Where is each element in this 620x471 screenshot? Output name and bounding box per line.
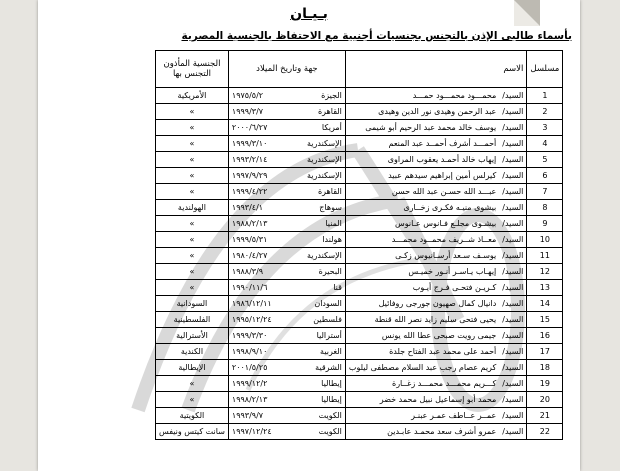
row-birth-place: إيطاليا [321,395,342,404]
row-birth-place: الإسكندرية [307,155,342,164]
row-name-cell [345,216,526,232]
row-nationality: سانت كيتس ونيفس [156,424,229,440]
row-title: السيد/ [502,91,524,100]
row-birth-cell [228,360,345,376]
row-name-cell [345,88,526,104]
row-birth-date: ١٩٩٥/١٢/٢٤ [231,315,272,324]
row-name: دانيال كمال صهيون جورجى روفائيل [378,299,497,308]
row-serial: 15 [527,312,563,328]
row-nationality: الكندية [156,344,229,360]
row-serial: 13 [527,280,563,296]
row-birth-cell [228,264,345,280]
row-birth-place: الإسكندرية [307,171,342,180]
row-name: أحمـــد أشرف أحمــد عبد المنعم [388,139,497,148]
row-name: يحيى فتحى سليم زايد نصر الله قنطة [374,315,497,324]
row-birth-date: ١٩٩٩/٣/٧ [231,107,264,116]
row-birth-date: ١٩٩٧/٩/٢٩ [231,171,268,180]
row-title: السيد/ [502,395,524,404]
row-name-cell [345,296,526,312]
row-title: السيد/ [502,219,524,228]
row-serial: 4 [527,136,563,152]
row-name: جيمى رويت صبحى عطا الله يونس [381,331,497,340]
table-row [156,328,563,344]
row-birth-cell [228,120,345,136]
row-name-cell [345,280,526,296]
row-serial: 21 [527,408,563,424]
row-name-cell [345,312,526,328]
row-nationality: » [156,120,229,136]
table-row [156,248,563,264]
row-nationality: » [156,232,229,248]
row-birth-cell [228,424,345,440]
row-birth-place: الغربية [320,347,342,356]
row-name: كـــريم محمـــد محمـــد زغــارة [392,379,497,388]
table-row [156,392,563,408]
row-name-cell [345,168,526,184]
row-serial: 5 [527,152,563,168]
row-birth-cell [228,104,345,120]
row-nationality: » [156,152,229,168]
row-birth-place: الجيزة [321,91,342,100]
row-birth-place: هولندا [322,235,342,244]
row-title: السيد/ [502,299,524,308]
table-row [156,376,563,392]
row-birth-place: أستراليا [316,331,342,340]
row-name: عمرو أشرف سعد محمـد عابـدين [387,427,497,436]
row-nationality: السودانية [156,296,229,312]
row-title: السيد/ [502,427,524,436]
table-row [156,280,563,296]
row-name: عبـــد الله حسـن عبد الله حسن [391,187,497,196]
row-birth-date: ٢٠٠٠/٦/٢٧ [231,123,268,132]
row-birth-cell [228,408,345,424]
row-title: السيد/ [502,187,524,196]
table-row [156,408,563,424]
row-nationality: » [156,264,229,280]
row-name-cell [345,200,526,216]
row-serial: 17 [527,344,563,360]
row-birth-cell [228,168,345,184]
table-row [156,88,563,104]
document-subtitle: بأسماء طالبى الإذن بالتجنس بجنسيات أجنبية مع الاحتفاظ بالجنسية المصرية [181,30,572,42]
row-name-cell [345,424,526,440]
row-nationality: » [156,248,229,264]
row-name-cell [345,344,526,360]
row-name-cell [345,184,526,200]
row-serial: 14 [527,296,563,312]
row-name: كـريـن فتحـى فـرج أيـوب [412,283,497,292]
row-name-cell [345,120,526,136]
row-name-cell [345,264,526,280]
row-title: السيد/ [502,235,524,244]
row-name: بيشوى منيـه فكـرى زخــارى [403,203,497,212]
row-birth-cell [228,376,345,392]
row-birth-cell [228,200,345,216]
row-birth-place: الإسكندرية [307,139,342,148]
row-name-cell [345,328,526,344]
row-serial: 19 [527,376,563,392]
row-name: أحمد على محمد عبد الفتاح جلدة [389,347,497,356]
page-corner-fold [514,0,540,26]
row-nationality: » [156,216,229,232]
row-title: السيد/ [502,171,524,180]
row-serial: 6 [527,168,563,184]
row-birth-date: ١٩٨٨/٣/٩ [231,267,264,276]
row-name-cell [345,408,526,424]
row-nationality: » [156,168,229,184]
viewer-background-left [0,0,38,471]
row-name: إيهاب خالد أحمـد يعقوب المراوى [387,155,497,164]
row-birth-cell [228,248,345,264]
row-serial: 11 [527,248,563,264]
row-name: إيهـاب يـاسـر أنـور خميـس [408,267,497,276]
row-birth-place: السودان [314,299,342,308]
row-nationality: الإيطالية [156,360,229,376]
row-birth-place: إيطاليا [321,379,342,388]
row-title: السيد/ [502,331,524,340]
row-birth-place: الكويت [318,427,342,436]
row-nationality: » [156,280,229,296]
row-nationality: » [156,136,229,152]
row-serial: 9 [527,216,563,232]
row-birth-date: ١٩٩٠/١١/٦ [231,283,268,292]
table-row [156,360,563,376]
table-row [156,120,563,136]
row-birth-place: المنيا [325,219,342,228]
row-name: يوسف خالد محمد عبد الرحيم أبو شيمى [365,123,497,132]
row-birth-place: أمريكا [321,123,342,132]
row-birth-place: سوهاج [319,203,342,212]
row-title: السيد/ [502,315,524,324]
row-serial: 8 [527,200,563,216]
row-serial: 2 [527,104,563,120]
row-serial: 3 [527,120,563,136]
row-nationality: » [156,104,229,120]
row-birth-cell [228,312,345,328]
row-serial: 20 [527,392,563,408]
row-serial: 1 [527,88,563,104]
row-birth-place: قنا [333,283,342,292]
row-birth-place: الشرقية [315,363,342,372]
row-birth-cell [228,136,345,152]
row-birth-date: ١٩٩٣/٩/٧ [231,411,264,420]
table-row [156,296,563,312]
row-title: السيد/ [502,267,524,276]
row-birth-date: ١٩٩٣/٢/١٤ [231,155,268,164]
row-title: السيد/ [502,203,524,212]
row-title: السيد/ [502,411,524,420]
row-birth-cell [228,152,345,168]
row-name: عبد الرحمن وهيدى نور الدين وهيدى [378,107,497,116]
row-birth-date: ٢٠٠١/٥/٢٥ [231,363,268,372]
row-serial: 12 [527,264,563,280]
table-row [156,216,563,232]
table-row [156,168,563,184]
document-title: بـيـان [290,6,328,22]
row-birth-cell [228,216,345,232]
row-name: محمد أبو إسماعيل نبيل محمد خضر [379,395,497,404]
row-birth-place: فلسطين [313,315,342,324]
row-birth-date: ١٩٨٦/١٢/١١ [231,299,272,308]
row-title: السيد/ [502,123,524,132]
row-name-cell [345,232,526,248]
row-name: عمــر عــاطف عمـر عبنـر [411,411,497,420]
table-row [156,136,563,152]
table-row [156,344,563,360]
header-name: الاسم [345,51,526,88]
row-title: السيد/ [502,107,524,116]
row-serial: 18 [527,360,563,376]
row-nationality: » [156,392,229,408]
row-name: كيرلس أمين إبراهيم سيدهم عبيد [388,171,497,180]
table-row [156,264,563,280]
row-nationality: » [156,184,229,200]
row-name: معــاذ شــريف محمــود محمـــد [391,235,497,244]
row-title: السيد/ [502,363,524,372]
row-birth-place: البحيرة [318,267,342,276]
row-name: كريم عصام رجب عبد السلام مصطفى ليلوب [348,363,497,372]
row-serial: 7 [527,184,563,200]
row-name-cell [345,248,526,264]
row-name-cell [345,392,526,408]
table-row [156,104,563,120]
row-title: السيد/ [502,155,524,164]
row-birth-cell [228,344,345,360]
header-birth: جهة وتاريخ الميلاد [228,51,345,88]
row-birth-date: ١٩٩٨/٢/١٣ [231,395,268,404]
row-title: السيد/ [502,283,524,292]
table-row [156,424,563,440]
row-birth-cell [228,392,345,408]
table-row [156,152,563,168]
row-birth-cell [228,88,345,104]
table-row [156,184,563,200]
row-birth-cell [228,184,345,200]
row-title: السيد/ [502,347,524,356]
row-birth-date: ١٩٩٩/٣/٣٠ [231,331,268,340]
row-name-cell [345,360,526,376]
row-birth-date: ١٩٩٣/٤/١ [231,203,264,212]
naturalization-table [155,50,563,440]
row-birth-date: ١٩٧٥/٥/٢ [231,91,264,100]
row-name-cell [345,104,526,120]
table-row [156,312,563,328]
row-name-cell [345,152,526,168]
row-serial: 22 [527,424,563,440]
row-serial: 16 [527,328,563,344]
row-title: السيد/ [502,251,524,260]
table-header-row [156,51,563,88]
row-birth-cell [228,280,345,296]
row-nationality: الهولندية [156,200,229,216]
row-nationality: الأسترالية [156,328,229,344]
table-row [156,232,563,248]
row-birth-date: ١٩٩٩/٣/١٠ [231,139,268,148]
row-birth-date: ١٩٩٩/١٢/٢ [231,379,268,388]
row-name-cell [345,376,526,392]
row-title: السيد/ [502,379,524,388]
row-title: السيد/ [502,139,524,148]
row-nationality: الأمريكية [156,88,229,104]
viewer-background-right [580,0,620,471]
row-name-cell [345,136,526,152]
row-birth-date: ١٩٩٨/٩/١٠ [231,347,268,356]
row-name: بيشـوى مجلـع فـانوس عـانوس [395,219,497,228]
row-name: محمـــود محمـــود حمـــد [412,91,497,100]
table-row [156,200,563,216]
header-nationality: الجنسية المأذون التجنس بها [156,51,229,88]
row-birth-place: الإسكندرية [307,251,342,260]
row-birth-cell [228,232,345,248]
row-birth-cell [228,296,345,312]
row-birth-date: ١٩٩٧/١٢/٢٤ [231,427,272,436]
row-birth-date: ١٩٨٠/٤/٢٧ [231,251,268,260]
row-nationality: الكويتية [156,408,229,424]
row-birth-place: الكويت [318,411,342,420]
row-name: يوسـف سـعد أرسـانيوس زكـى [395,251,497,260]
row-nationality: الفلسطينية [156,312,229,328]
row-birth-date: ١٩٨٨/٢/١٣ [231,219,268,228]
row-nationality: » [156,376,229,392]
row-birth-date: ١٩٩٩/٤/٢٢ [231,187,268,196]
row-birth-place: القاهرة [317,107,342,116]
row-birth-date: ١٩٩٩/٥/٣١ [231,235,268,244]
row-birth-cell [228,328,345,344]
row-serial: 10 [527,232,563,248]
document-page [38,0,580,471]
row-birth-place: القاهرة [317,187,342,196]
header-serial: مسلسل [527,51,563,88]
